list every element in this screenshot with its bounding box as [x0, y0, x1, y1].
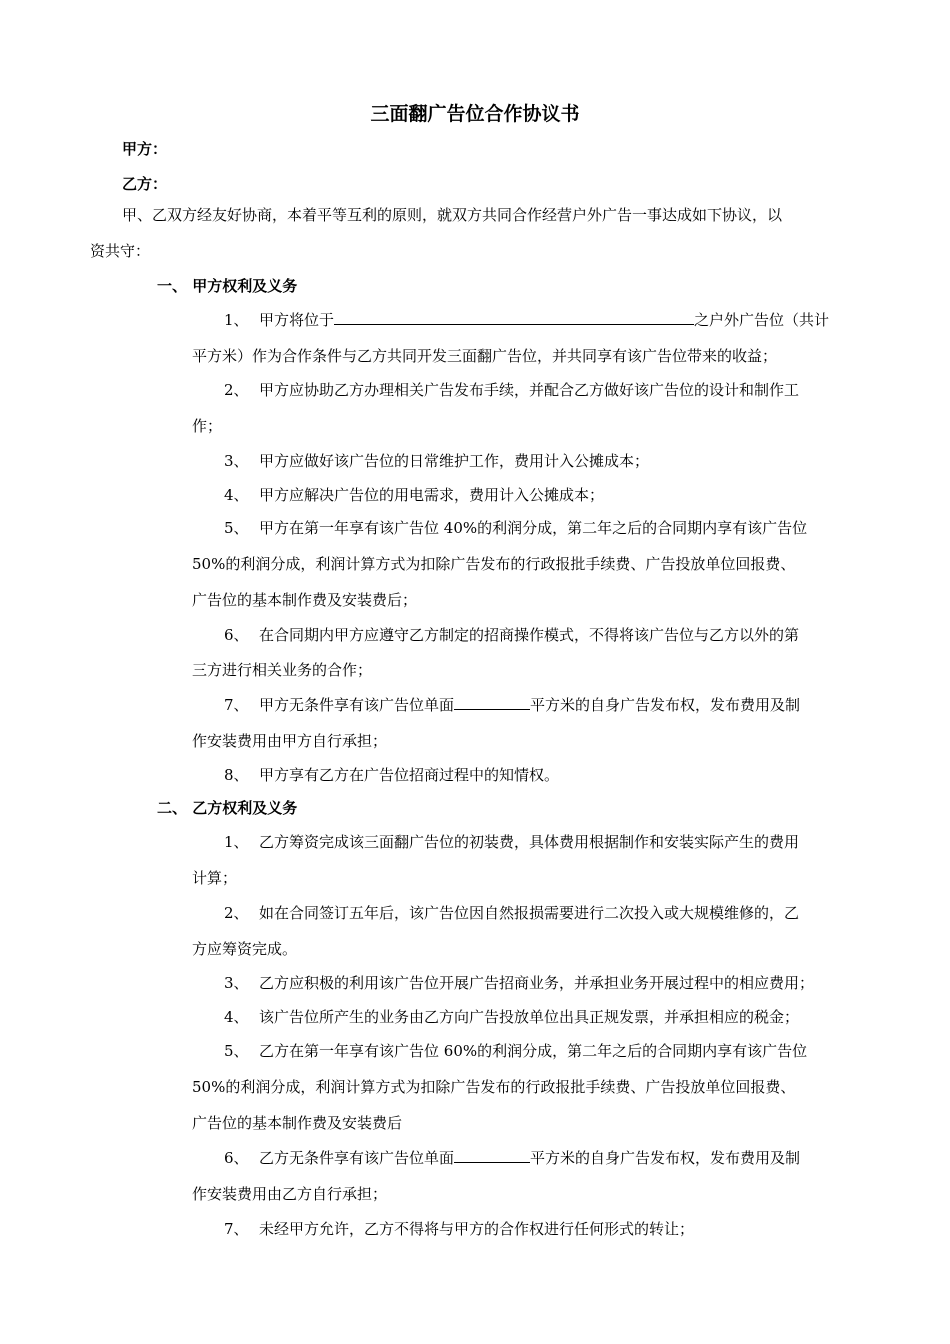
list-item-text: 甲方应做好该广告位的日常维护工作，费用计入公摊成本； [259, 452, 650, 470]
party-a-label: 甲方： [122, 140, 168, 158]
list-item-text: 三方进行相关业务的合作； [192, 661, 373, 679]
list-item-text: 未经甲方允许，乙方不得将与甲方的合作权进行任何形式的转让； [259, 1220, 695, 1238]
list-item-number: 2、 [224, 381, 249, 399]
list-item-text: 广告位的基本制作费及安装费后； [192, 591, 418, 609]
list-item-number: 3、 [224, 974, 249, 992]
intro-paragraph-line1: 甲、乙双方经友好协商，本着平等互利的原则，就双方共同合作经营户外广告一事达成如下协议，以 [122, 206, 783, 224]
fill-in-blank-location[interactable] [334, 309, 694, 325]
list-item-text: 乙方无条件享有该广告位单面 [259, 1149, 455, 1167]
list-item-text: 广告位的基本制作费及安装费后 [192, 1114, 403, 1132]
list-item-number: 2、 [224, 904, 249, 922]
list-item-text: 甲方无条件享有该广告位单面 [259, 696, 455, 714]
list-item-text: 之户外广告位（共计 [694, 311, 830, 329]
list-item-text: 方应筹资完成。 [192, 940, 298, 958]
list-item-text: 作安装费用由乙方自行承担； [192, 1185, 388, 1203]
list-item-number: 3、 [224, 452, 249, 470]
list-item-number: 6、 [224, 1149, 249, 1167]
list-item-number: 6、 [224, 626, 249, 644]
section2-heading: 二、 乙方权利及义务 [157, 799, 298, 817]
list-item-number: 1、 [224, 833, 249, 851]
list-item-text: 平方米的自身广告发布权，发布费用及制 [530, 1149, 801, 1167]
list-item-text: 计算； [192, 869, 238, 887]
list-item-text: 乙方应积极的利用该广告位开展广告招商业务，并承担业务开展过程中的相应费用； [259, 974, 815, 992]
list-item-number: 8、 [224, 766, 249, 784]
list-item-number: 1、 [224, 311, 249, 329]
list-item-text [259, 309, 829, 331]
list-item-text: 在合同期内甲方应遵守乙方制定的招商操作模式，不得将该广告位与乙方以外的第 [259, 626, 800, 644]
list-item-text: 50%的利润分成，利润计算方式为扣除广告发布的行政报批手续费、广告投放单位回报费、 [192, 555, 796, 573]
list-item-text [259, 694, 800, 716]
party-b-label: 乙方： [122, 175, 168, 193]
list-item-text: 作； [192, 417, 223, 435]
list-item-number: 4、 [224, 1008, 249, 1026]
list-item-number: 7、 [224, 1220, 249, 1238]
list-item-number: 5、 [224, 1042, 249, 1060]
section1-heading: 一、 甲方权利及义务 [157, 277, 298, 295]
list-item-text: 作安装费用由甲方自行承担； [192, 732, 388, 750]
list-item-text: 甲方应解决广告位的用电需求，费用计入公摊成本； [259, 486, 605, 504]
list-item-text: 平方米的自身广告发布权，发布费用及制 [530, 696, 801, 714]
list-item-text: 甲方在第一年享有该广告位 40%的利润分成，第二年之后的合同期内享有该广告位 [259, 519, 808, 537]
list-item-text: 甲方将位于 [259, 311, 335, 329]
list-item-text: 乙方在第一年享有该广告位 60%的利润分成，第二年之后的合同期内享有该广告位 [259, 1042, 808, 1060]
list-item-text: 如在合同签订五年后，该广告位因自然报损需要进行二次投入或大规模维修的，乙 [259, 904, 800, 922]
list-item-text: 50%的利润分成，利润计算方式为扣除广告发布的行政报批手续费、广告投放单位回报费、 [192, 1078, 796, 1096]
list-item-number: 7、 [224, 696, 249, 714]
list-item-number: 4、 [224, 486, 249, 504]
document-title: 三面翻广告位合作协议书 [370, 103, 580, 125]
list-item-number: 5、 [224, 519, 249, 537]
fill-in-blank-area[interactable] [454, 1147, 530, 1163]
intro-paragraph-line2: 资共守： [90, 242, 151, 260]
list-item-text: 乙方筹资完成该三面翻广告位的初装费，具体费用根据制作和安装实际产生的费用 [259, 833, 800, 851]
list-item-text [259, 1147, 800, 1169]
list-item-text: 甲方享有乙方在广告位招商过程中的知情权。 [259, 766, 560, 784]
list-item-text: 平方米）作为合作条件与乙方共同开发三面翻广告位，并共同享有该广告位带来的收益； [192, 347, 778, 365]
list-item-text: 甲方应协助乙方办理相关广告发布手续，并配合乙方做好该广告位的设计和制作工 [259, 381, 800, 399]
list-item-text: 该广告位所产生的业务由乙方向广告投放单位出具正规发票，并承担相应的税金； [259, 1008, 800, 1026]
fill-in-blank-area[interactable] [454, 694, 530, 710]
